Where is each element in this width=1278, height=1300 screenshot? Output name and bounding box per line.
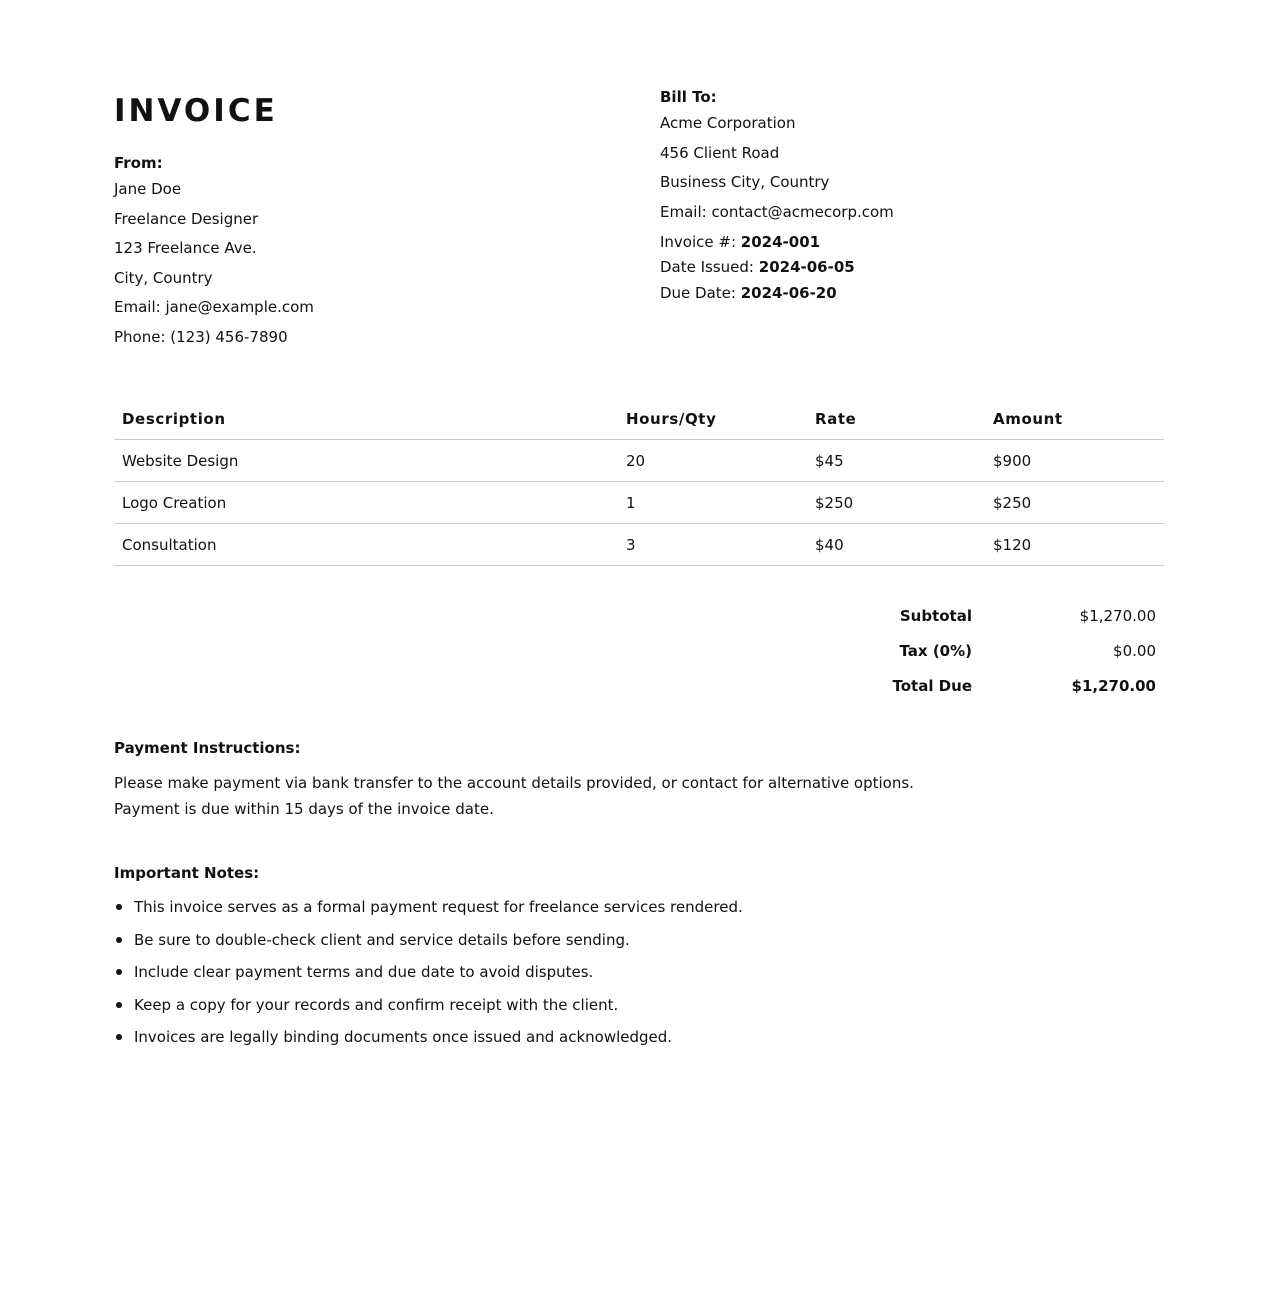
cell-amount: $120 (985, 524, 1164, 566)
important-notes (114, 861, 1164, 1058)
date-issued-line (660, 256, 1160, 278)
line-items-table (114, 398, 1164, 566)
tax-value: $0.00 (1113, 642, 1156, 660)
note-text: Invoices are legally binding documents once issued and acknowledged. (134, 1028, 673, 1047)
bullet-icon (116, 969, 122, 975)
cell-rate: $40 (807, 524, 985, 566)
bullet-icon (116, 1034, 122, 1040)
sender-phone: Phone: (123) 456-7890 (114, 327, 288, 346)
cell-amount: $900 (985, 440, 1164, 482)
due-date-value: 2024-06-20 (740, 283, 837, 302)
invoice-page (114, 0, 1164, 1047)
column-header-amount: Amount (985, 398, 1164, 440)
list-item (114, 895, 1164, 919)
sender-street: 123 Freelance Ave. (114, 239, 257, 258)
table-row (114, 524, 1164, 566)
sender-section (114, 92, 614, 356)
bullet-icon (116, 904, 122, 910)
note-text: This invoice serves as a formal payment request for freelance services rendered. (134, 898, 743, 916)
sender-name: Jane Doe (114, 180, 182, 198)
bullet-icon (116, 1002, 122, 1008)
invoice-header (114, 0, 1164, 370)
cell-description: Logo Creation (114, 482, 618, 524)
bill-to-label: Bill To: (660, 88, 717, 106)
total-due-row (834, 672, 1164, 707)
client-city: Business City, Country (660, 173, 830, 192)
bullet-icon (116, 937, 122, 943)
invoice-number-value: 2024-001 (740, 232, 821, 251)
column-header-rate: Rate (807, 398, 985, 440)
table-header-row (114, 398, 1164, 440)
list-item (114, 928, 1164, 952)
bill-to-section (660, 86, 1160, 307)
column-header-hours: Hours/Qty (618, 398, 807, 440)
column-header-description: Description (114, 398, 618, 440)
cell-hours: 3 (618, 524, 807, 566)
sender-email: Email: jane@example.com (114, 298, 314, 317)
sender-city: City, Country (114, 268, 213, 287)
date-issued-label: Date Issued: (660, 258, 759, 277)
date-issued-value: 2024-06-05 (758, 258, 855, 277)
due-date-line (660, 282, 1160, 304)
cell-hours: 20 (618, 440, 807, 482)
list-item (114, 960, 1164, 984)
total-due-label: Total Due (892, 677, 972, 695)
note-text: Include clear payment terms and due date to avoid disputes. (134, 963, 594, 982)
totals-section (834, 602, 1164, 707)
cell-rate: $45 (807, 440, 985, 482)
invoice-meta (660, 231, 1160, 304)
cell-hours: 1 (618, 482, 807, 524)
client-name: Acme Corporation (660, 114, 796, 132)
client-email: Email: contact@acmecorp.com (660, 202, 894, 221)
notes-list (114, 895, 1164, 1049)
subtotal-label: Subtotal (899, 607, 972, 625)
payment-instructions-line: Payment is due within 15 days of the invoice date. (114, 800, 494, 818)
list-item (114, 1025, 1164, 1049)
table-row (114, 440, 1164, 482)
invoice-title: INVOICE (114, 93, 278, 129)
cell-description: Website Design (114, 440, 618, 482)
subtotal-value: $1,270.00 (1079, 607, 1156, 625)
payment-instructions-title: Payment Instructions: (114, 739, 301, 757)
tax-label: Tax (0%) (899, 642, 972, 660)
important-notes-title: Important Notes: (114, 864, 260, 882)
payment-instructions-line: Please make payment via bank transfer to the account details provided, or contact for alternative options. (114, 774, 914, 792)
list-item (114, 993, 1164, 1017)
payment-instructions (114, 736, 1164, 822)
table-row (114, 482, 1164, 524)
invoice-number-line (660, 231, 1160, 253)
total-due-value: $1,270.00 (1071, 677, 1156, 695)
cell-rate: $250 (807, 482, 985, 524)
cell-description: Consultation (114, 524, 618, 566)
from-label: From: (114, 154, 163, 172)
sender-role: Freelance Designer (114, 209, 259, 228)
client-street: 456 Client Road (660, 143, 780, 162)
due-date-label: Due Date: (660, 283, 741, 302)
note-text: Keep a copy for your records and confirm receipt with the client. (134, 995, 619, 1014)
subtotal-row (834, 602, 1164, 637)
tax-row (834, 637, 1164, 672)
note-text: Be sure to double-check client and service details before sending. (134, 930, 630, 949)
cell-amount: $250 (985, 482, 1164, 524)
invoice-number-label: Invoice #: (660, 232, 741, 251)
